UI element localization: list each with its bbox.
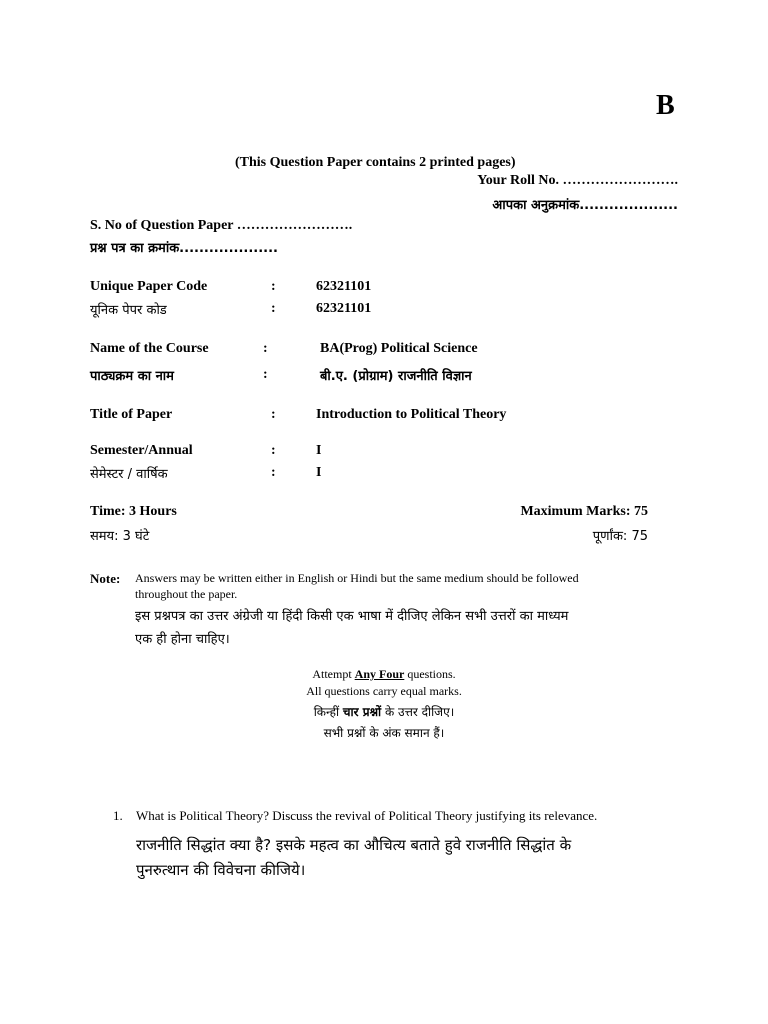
question-text-hi: राजनीति सिद्धांत क्या है? इसके महत्व का औचित्य बताते हुवे राजनीति सिद्धांत के — [136, 836, 572, 854]
upc-colon-2: : — [271, 301, 276, 316]
attempt-emphasis: Any Four — [354, 667, 405, 681]
roll-no-en: Your Roll No. ……………………. — [477, 173, 678, 188]
note-en: Answers may be written either in English or Hindi but the same medium should be followed — [135, 571, 579, 585]
max-marks-en: Maximum Marks: 75 — [520, 504, 648, 519]
upc-value-2: 62321101 — [316, 301, 372, 316]
question-number: 1. — [113, 808, 123, 823]
course-value-en: BA(Prog) Political Science — [320, 341, 478, 356]
note-label: Note: — [90, 571, 121, 586]
semester-label-hi: सेमेस्टर / वार्षिक — [90, 467, 168, 482]
question-text-hi-cont: पुनरुत्थान की विवेचना कीजिये। — [136, 861, 306, 879]
serial-no-hi: प्रश्न पत्र का क्रमांक.................... — [90, 241, 278, 256]
note-hi: इस प्रश्नपत्र का उत्तर अंग्रेजी या हिंदी किसी एक भाषा में दीजिए लेकिन सभी उत्तरों का माध्यम — [135, 609, 569, 624]
equal-marks-en: All questions carry equal marks. — [306, 684, 462, 698]
note-hi-cont: एक ही होना चाहिए। — [135, 632, 230, 647]
attempt-emphasis-hi: चार प्रश्नों — [342, 705, 382, 719]
title-colon: : — [271, 407, 276, 422]
upc-colon-1: : — [271, 279, 276, 294]
attempt-instruction-en: Attempt Any Four questions. — [312, 667, 456, 681]
max-marks-hi: पूर्णांक: 75 — [592, 529, 648, 544]
course-value-hi: बी.ए. (प्रोग्राम) राजनीति विज्ञान — [320, 369, 472, 384]
semester-value-2: I — [316, 465, 322, 480]
course-colon-2: : — [263, 367, 268, 382]
semester-value-1: I — [316, 443, 322, 458]
time-en: Time: 3 Hours — [90, 504, 177, 519]
title-value: Introduction to Political Theory — [316, 407, 507, 422]
semester-label-en: Semester/Annual — [90, 443, 193, 458]
serial-no-en: S. No of Question Paper ……………………. — [90, 218, 353, 233]
course-label-en: Name of the Course — [90, 341, 209, 356]
attempt-instruction-hi: किन्हीं चार प्रश्नों के उत्तर दीजिए। — [313, 705, 455, 719]
roll-no-hi: आपका अनुक्रमांक.................... — [492, 198, 678, 213]
upc-label-en: Unique Paper Code — [90, 279, 208, 294]
course-label-hi: पाठ्यक्रम का नाम — [90, 369, 174, 384]
course-colon-1: : — [263, 341, 268, 356]
semester-colon-1: : — [271, 443, 276, 458]
equal-marks-hi: सभी प्रश्नों के अंक समान हैं। — [323, 726, 445, 740]
paper-set-letter: B — [656, 90, 675, 121]
pages-note: (This Question Paper contains 2 printed pages) — [235, 155, 516, 170]
semester-colon-2: : — [271, 465, 276, 480]
upc-value-1: 62321101 — [316, 279, 372, 294]
time-hi: समय: 3 घंटे — [90, 529, 150, 544]
title-label: Title of Paper — [90, 407, 173, 422]
question-text-en: What is Political Theory? Discuss the revival of Political Theory justifying its relevance. — [136, 808, 598, 823]
note-en-cont: throughout the paper. — [135, 587, 238, 601]
upc-label-hi: यूनिक पेपर कोड — [90, 303, 167, 318]
